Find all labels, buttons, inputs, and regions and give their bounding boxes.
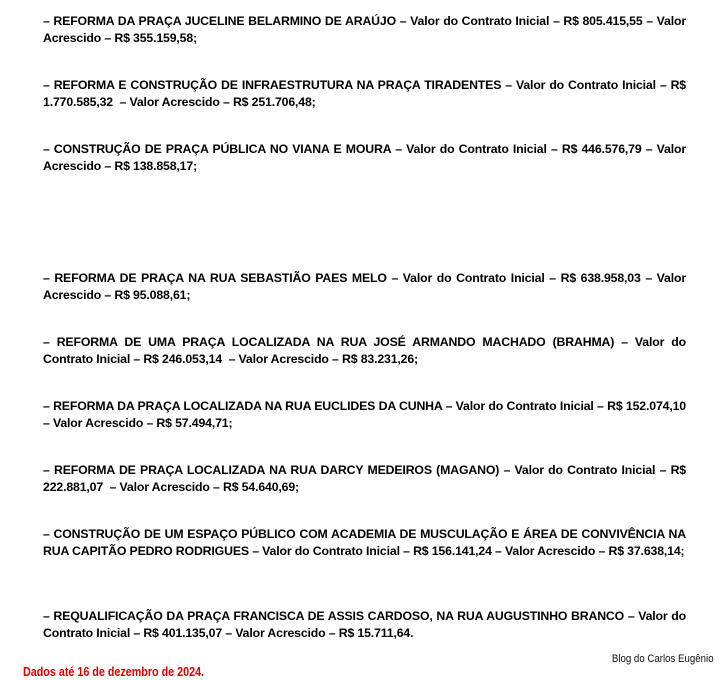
contract-entry [43, 77, 690, 110]
entry-values: – Valor do Contrato Inicial – R$ 222.881,07 – Valor Acrescido – R$ 54.640,69; [43, 463, 690, 494]
entry-values: – Valor do Contrato Inicial – R$ 1.770.585,32 – Valor Acrescido – R$ 251.706,48; [43, 78, 690, 109]
entry-title: – REFORMA DA PRAÇA JUCELINE BELARMINO DE ARAÚJO [43, 14, 397, 28]
entry-values: – Valor do Contrato Inicial – R$ 152.074,10 – Valor Acrescido – R$ 57.494,71; [43, 399, 690, 430]
entry-values: – Valor do Contrato Inicial – R$ 805.415,55 – Valor Acrescido – R$ 355.159,58; [43, 14, 689, 45]
contract-entry [43, 462, 690, 495]
entry-values: – Valor do Contrato Inicial – R$ 401.135,07 – Valor Acrescido – R$ 15.711,64. [43, 609, 690, 640]
data-date-note: Dados até 16 de dezembro de 2024. [23, 665, 205, 679]
entry-title: – REFORMA DE UMA PRAÇA LOCALIZADA NA RUA JOSÉ ARMANDO MACHADO (BRAHMA) [43, 335, 615, 349]
entry-title: – REFORMA DE PRAÇA LOCALIZADA NA RUA DARCY MEDEIROS (MAGANO) [43, 463, 500, 477]
contract-entry [43, 270, 689, 303]
contract-entry [43, 526, 690, 559]
entry-title: – REFORMA E CONSTRUÇÃO DE INFRAESTRUTURA NA PRAÇA TIRADENTES [43, 78, 502, 92]
entry-values: – Valor do Contrato Inicial – R$ 638.958,03 – Valor Acrescido – R$ 95.088,61; [43, 271, 689, 302]
entry-title: – CONSTRUÇÃO DE PRAÇA PÚBLICA NO VIANA E MOURA [43, 142, 392, 156]
entry-title: – REQUALIFICAÇÃO DA PRAÇA FRANCISCA DE ASSIS CARDOSO, NA RUA AUGUSTINHO BRANCO [43, 609, 625, 623]
entry-title: – REFORMA DE PRAÇA NA RUA SEBASTIÃO PAES MELO [43, 271, 387, 285]
entry-title: – REFORMA DA PRAÇA LOCALIZADA NA RUA EUCLIDES DA CUNHA [43, 399, 443, 413]
contract-entry [43, 608, 690, 641]
contract-entry [43, 398, 690, 431]
contract-entry [43, 141, 689, 174]
contract-entry [43, 334, 690, 367]
entry-values: – Valor do Contrato Inicial – R$ 246.053,14 – Valor Acrescido – R$ 83.231,26; [43, 335, 690, 366]
entry-title: – CONSTRUÇÃO DE UM ESPAÇO PÚBLICO COM ACADEMIA DE MUSCULAÇÃO E ÁREA DE CONVIVÊNCIA NA RUA CAPITÃO PEDRO RODRIGUES [43, 527, 690, 558]
blog-credit: Blog do Carlos Eugênio [612, 653, 714, 665]
entry-values: – Valor do Contrato Inicial – R$ 446.576,79 – Valor Acrescido – R$ 138.858,17; [43, 142, 689, 173]
contract-entry [43, 13, 689, 46]
entry-values: – Valor do Contrato Inicial – R$ 156.141,24 – Valor Acrescido – R$ 37.638,14; [252, 543, 685, 558]
